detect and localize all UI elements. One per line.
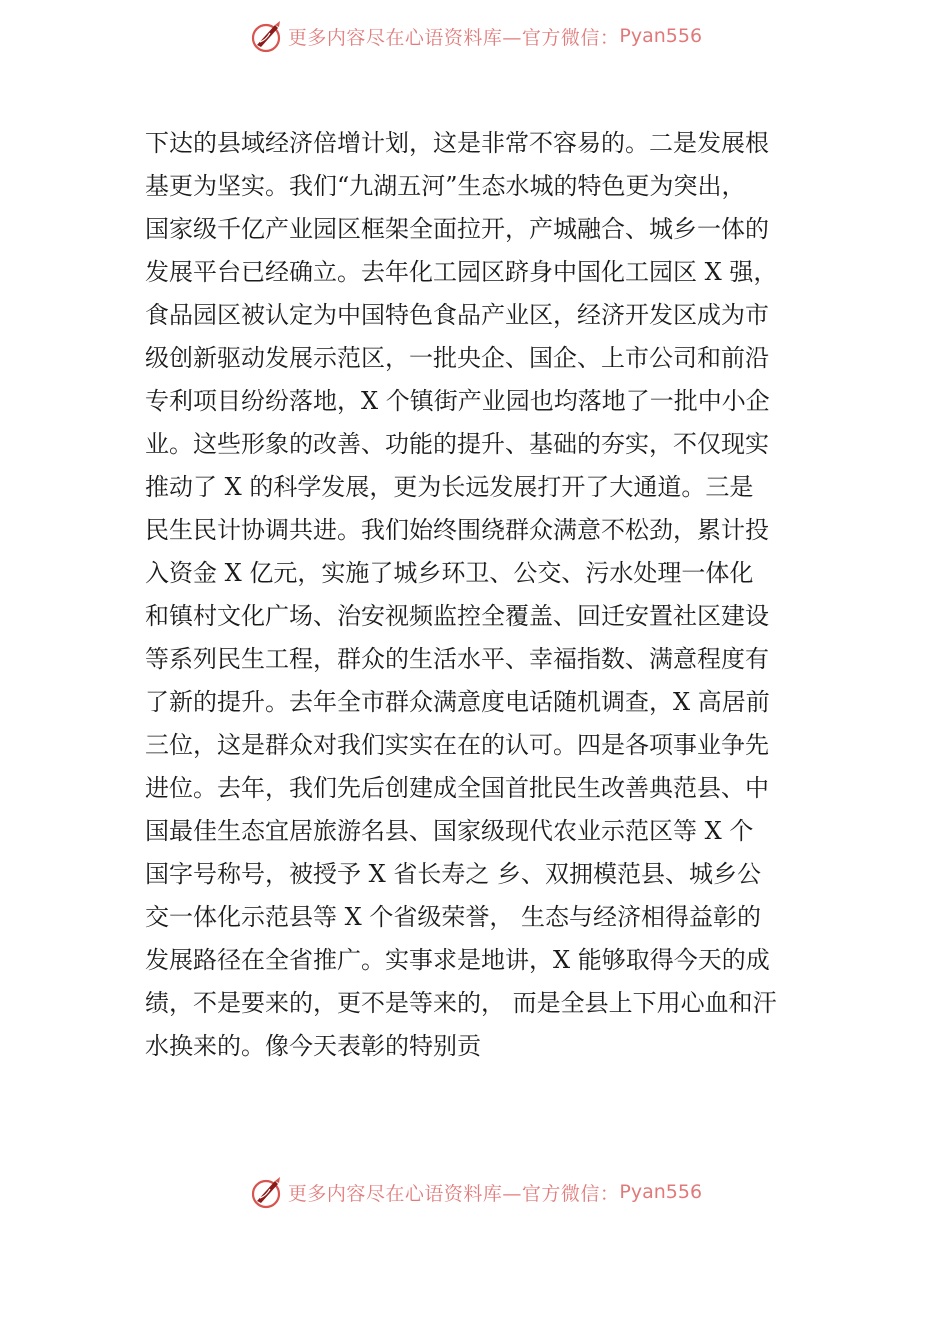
- text-line: 食品园区被认定为中国特色食品产业区，经济开发区成为市: [145, 301, 769, 329]
- footer-banner: [0, 1170, 950, 1214]
- text-line: 国家级千亿产业园区框架全面拉开，产城融合、城乡一体的: [145, 215, 769, 243]
- text-line: 国字号称号，被授予 X 省长寿之 乡、双拥模范县、城乡公: [145, 860, 761, 888]
- footer-wechat-id: Pyan556: [619, 1181, 703, 1203]
- text-line: 专利项目纷纷落地，X 个镇街产业园也均落地了一批中小企: [145, 387, 770, 415]
- text-line: 国最佳生态宜居旅游名县、国家级现代农业示范区等 X 个: [145, 817, 754, 845]
- text-line: 民生民计协调共进。我们始终围绕群众满意不松劲，累计投: [145, 516, 769, 544]
- header-banner-text: 更多内容尽在心语资料库—官方微信：: [287, 26, 620, 49]
- text-line: 推动了 X 的科学发展，更为长远发展打开了大通道。三是: [145, 473, 754, 501]
- text-line: 三位，这是群众对我们实实在在的认可。四是各项事业争先: [145, 731, 769, 759]
- header-banner: [0, 14, 950, 58]
- text-line: 交一体化示范县等 X 个省级荣誉， 生态与经济相得益彰的: [145, 903, 761, 931]
- text-line: 基更为坚实。我们“九湖五河”生态水城的特色更为突出，: [145, 172, 746, 200]
- text-line: 发展路径在全省推广。实事求是地讲，X 能够取得今天的成: [145, 946, 770, 974]
- text-line: 级创新驱动发展示范区，一批央企、国企、上市公司和前沿: [145, 344, 769, 372]
- text-line: 等系列民生工程，群众的生活水平、幸福指数、满意程度有: [145, 645, 769, 673]
- text-line: 入资金 X 亿元，实施了城乡环卫、公交、污水处理一体化: [145, 559, 754, 587]
- quill-logo-icon: [248, 18, 284, 54]
- text-line: 发展平台已经确立。去年化工园区跻身中国化工园区 X 强，: [145, 258, 778, 286]
- header-wechat-id: Pyan556: [619, 25, 703, 47]
- text-line: 进位。去年，我们先后创建成全国首批民生改善典范县、中: [145, 774, 769, 802]
- text-line: 下达的县域经济倍增计划，这是非常不容易的。二是发展根: [145, 129, 769, 157]
- footer-banner-text: 更多内容尽在心语资料库—官方微信：: [287, 1182, 620, 1205]
- text-line: 水换来的。像今天表彰的特别贡: [145, 1032, 481, 1060]
- text-line: 业。这些形象的改善、功能的提升、基础的夯实，不仅现实: [145, 430, 769, 458]
- text-line: 和镇村文化广场、治安视频监控全覆盖、回迁安置社区建设: [145, 602, 769, 630]
- quill-logo-icon: [248, 1174, 284, 1210]
- text-line: 了新的提升。去年全市群众满意度电话随机调查，X 高居前: [145, 688, 770, 716]
- document-body: [145, 122, 835, 1068]
- text-line: 绩，不是要来的，更不是等来的， 而是全县上下用心血和汗: [145, 989, 777, 1017]
